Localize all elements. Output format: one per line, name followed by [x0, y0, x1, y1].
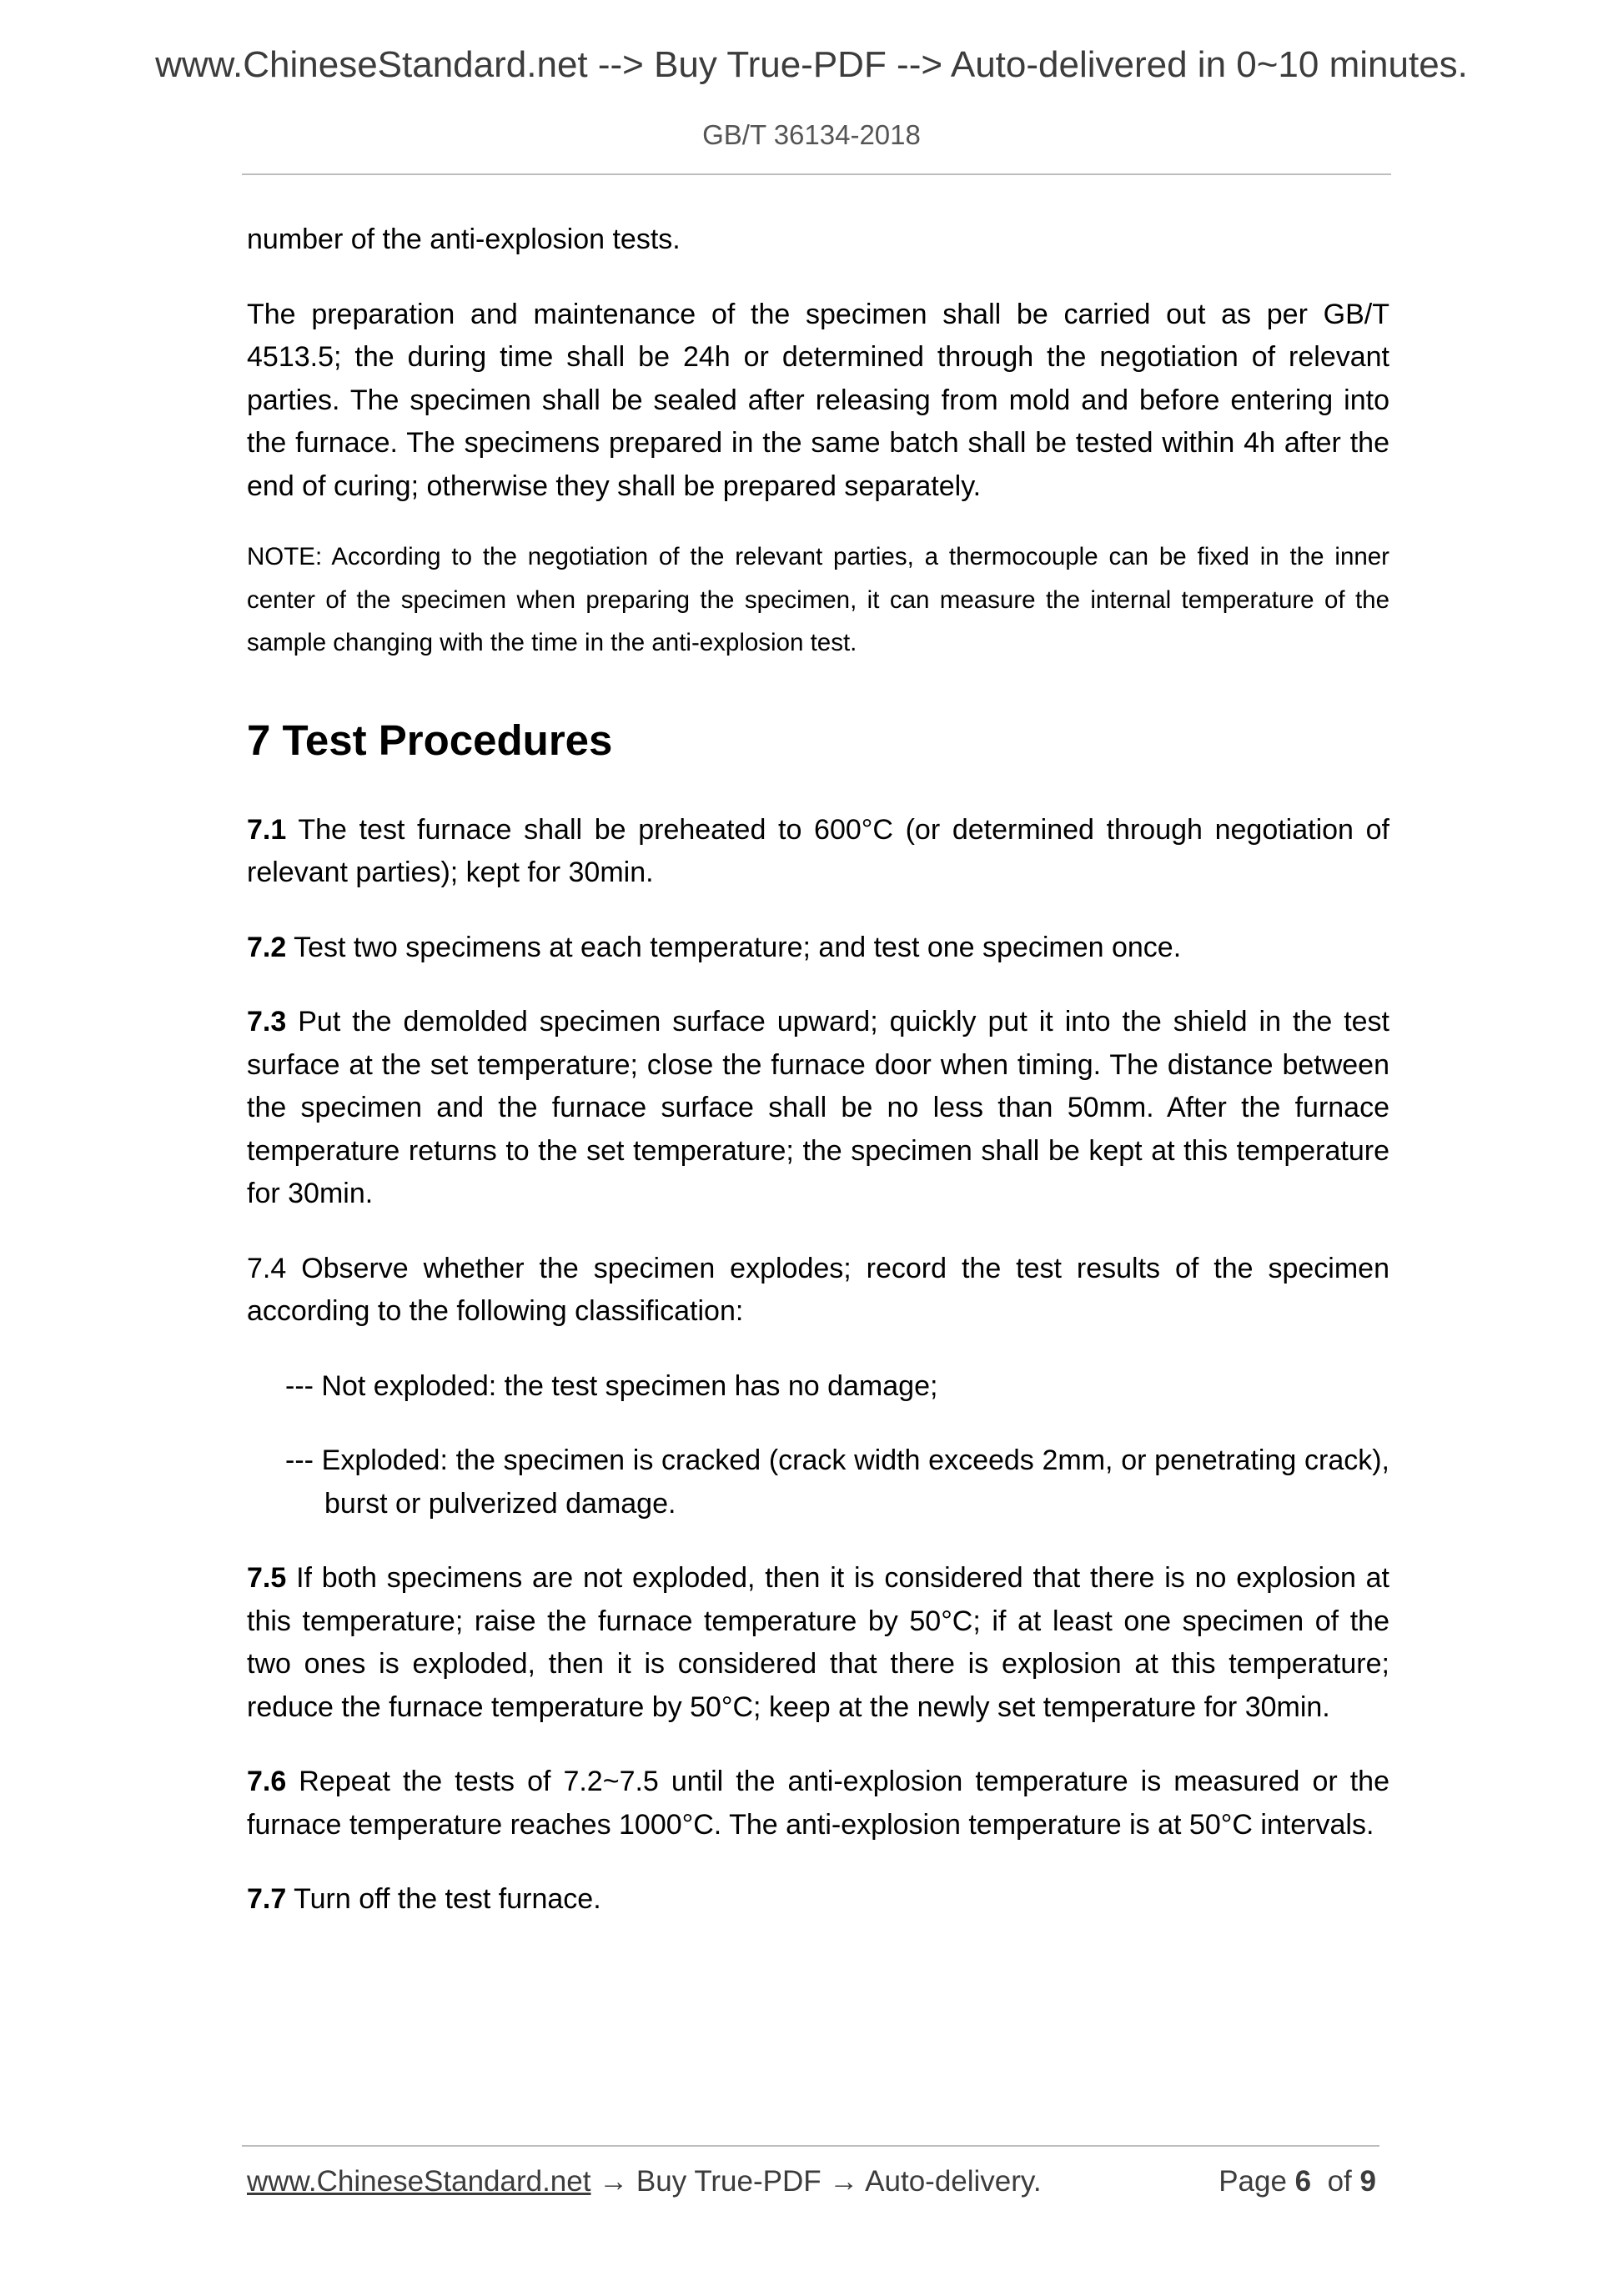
- clause-7-6: [247, 1761, 1389, 1846]
- clause-7-5: [247, 1557, 1389, 1729]
- footer-tagline: → Buy True-PDF → Auto-delivery.: [590, 2165, 1042, 2198]
- page-indicator: [1219, 2160, 1376, 2203]
- page-current: 6: [1294, 2165, 1312, 2198]
- top-banner: www.ChineseStandard.net --> Buy True-PDF --> Auto-delivered in 0~10 minutes.: [155, 44, 1468, 85]
- footer-link[interactable]: www.ChineseStandard.net: [247, 2165, 591, 2198]
- clause-number: 7.6: [247, 1766, 287, 1797]
- page-label: Page: [1219, 2165, 1287, 2198]
- preparation-paragraph: The preparation and maintenance of the specimen shall be carried out as per GB/T 4513.5; the during time shall be 24h or determined through the negotiation of relevant parties. The specimen shall be sealed after releasing from mold and before entering into the furnace. The specimens prepared in the same batch shall be tested within 4h after the end of curing; otherwise they shall be prepared separately.: [247, 298, 1389, 502]
- clause-number: 7.1: [247, 813, 287, 846]
- note-paragraph: NOTE: According to the negotiation of the relevant parties, a thermocouple can be fixed in the inner center of the specimen when preparing the specimen, it can measure the internal temperature of the sample changing with the time in the anti-explosion test.: [247, 543, 1389, 656]
- clause-number: 7.5: [247, 1562, 287, 1594]
- clause-text: If both specimens are not exploded, then it is considered that there is no explosion at this temperature; raise the furnace temperature by 50°C; if at least one specimen of the two ones is exploded, then it is considered that there is explosion at this temperature; reduce the furnace temperature by 50°C; keep at the newly set temperature for 30min.: [247, 1562, 1389, 1723]
- clause-number: 7.4: [247, 1252, 287, 1284]
- clause-text: The test furnace shall be preheated to 600°C (or determined through negotiation of relevant parties); kept for 30min.: [247, 813, 1389, 888]
- standard-code: GB/T 36134-2018: [702, 119, 921, 150]
- clause-text: Repeat the tests of 7.2~7.5 until the anti-explosion temperature is measured or the furnace temperature reaches 1000°C. The anti-explosion temperature is at 50°C intervals.: [247, 1766, 1389, 1841]
- clause-text: Put the demolded specimen surface upward; quickly put it into the shield in the test surface at the set temperature; close the furnace door when timing. The distance between the specimen and the furnace surface shall be no less than 50mm. After the furnace temperature returns to the set temperature; the specimen shall be kept at this temperature for 30min.: [247, 1006, 1389, 1209]
- continuation-paragraph: number of the anti-explosion tests.: [247, 224, 681, 255]
- clause-number: 7.3: [247, 1006, 287, 1037]
- page-total: 9: [1359, 2165, 1376, 2198]
- clause-text: Test two specimens at each temperature; and test one specimen once.: [294, 931, 1182, 963]
- section-heading: 7 Test Procedures: [247, 716, 613, 764]
- clause-number: 7.7: [247, 1883, 287, 1915]
- page-content: [247, 219, 1389, 1922]
- clause-number: 7.2: [247, 931, 287, 963]
- page-footer: [247, 2160, 1384, 2203]
- clause-7-3: [247, 1001, 1389, 1216]
- clause-text: Turn off the test furnace.: [294, 1883, 601, 1915]
- clause-7-7: [247, 1878, 1389, 1922]
- clause-7-1: [247, 809, 1389, 895]
- bullet-not-exploded: --- Not exploded: the test specimen has no damage;: [285, 1369, 938, 1402]
- footer-divider: [242, 2145, 1379, 2147]
- clause-text: Observe whether the specimen explodes; record the test results of the specimen according to the following classification:: [247, 1252, 1389, 1327]
- clause-7-2: [247, 927, 1389, 970]
- page-of: of: [1327, 2165, 1352, 2198]
- header-divider: [242, 173, 1391, 175]
- clause-7-4: [247, 1248, 1389, 1334]
- bullet-exploded: --- Exploded: the specimen is cracked (crack width exceeds 2mm, or penetrating crack), burst or pulverized damage.: [285, 1444, 1389, 1520]
